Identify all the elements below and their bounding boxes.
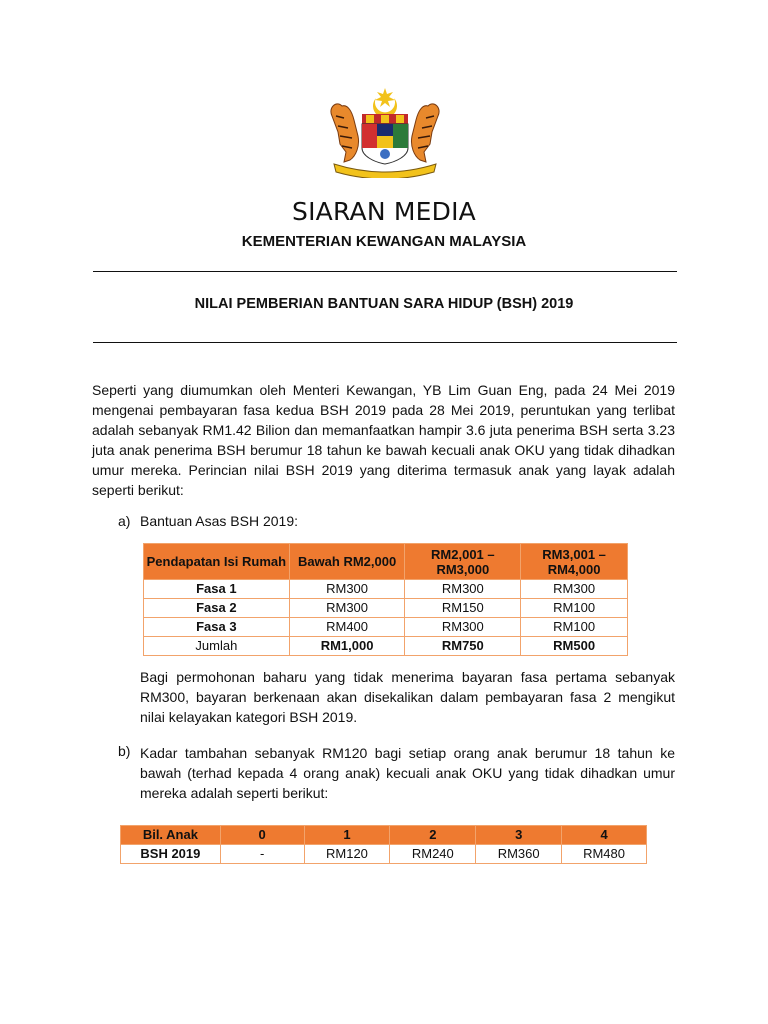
table-cell: RM100 [521, 599, 628, 618]
header-cell: 4 [562, 826, 647, 845]
header-cell: 2 [390, 826, 476, 845]
ministry-name: KEMENTERIAN KEWANGAN MALAYSIA [241, 233, 527, 250]
total-cell: RM750 [405, 637, 521, 656]
item-a-text: Bantuan Asas BSH 2019: [140, 513, 298, 529]
row-label: BSH 2019 [121, 845, 221, 864]
table-cell: RM300 [289, 599, 405, 618]
table-cell: RM240 [390, 845, 476, 864]
table-cell: RM120 [304, 845, 390, 864]
header-cell: Bil. Anak [121, 826, 221, 845]
row-label: Fasa 2 [144, 599, 290, 618]
table-cell: RM300 [289, 580, 405, 599]
header-cell: 3 [476, 826, 562, 845]
bantuan-asas-table [143, 543, 628, 656]
table-row [144, 618, 628, 637]
divider-bottom [93, 342, 677, 343]
header-cell: 1 [304, 826, 390, 845]
table-cell: - [220, 845, 304, 864]
intro-paragraph: Seperti yang diumumkan oleh Menteri Kewangan, YB Lim Guan Eng, pada 24 Mei 2019 mengenai pembayaran fasa kedua BSH 2019 pada 28 Mei 2019, peruntukan yang terlibat adalah sebanyak RM1.42 Bilion dan memanfaatkan hampir 3.6 juta penerima BSH serta 3.23 juta anak penerima BSH berumur 18 tahun ke bawah kecuali anak OKU yang tidak dihadkan umur mereka. Perincian nilai BSH 2019 yang diterima termasuk anak yang layak adalah seperti berikut: [92, 382, 675, 498]
total-cell: RM500 [521, 637, 628, 656]
header-cell: 0 [220, 826, 304, 845]
row-label: Jumlah [144, 637, 290, 656]
total-cell: RM1,000 [289, 637, 405, 656]
table-header-row [144, 544, 628, 580]
table-row [144, 599, 628, 618]
coat-of-arms-emblem [324, 86, 446, 178]
item-b-text: Kadar tambahan sebanyak RM120 bagi setiap orang anak berumur 18 tahun ke bawah (terhad kepada 4 orang anak) kecuali anak OKU yang tidak dihadkan umur mereka adalah seperti berikut: [140, 745, 675, 801]
table-header-row [121, 826, 647, 845]
document-subtitle: NILAI PEMBERIAN BANTUAN SARA HIDUP (BSH) 2019 [194, 296, 574, 312]
table-total-row [144, 637, 628, 656]
table-row [144, 580, 628, 599]
table-row [121, 845, 647, 864]
table-cell: RM150 [405, 599, 521, 618]
divider-top [93, 271, 677, 272]
item-a-note: Bagi permohonan baharu yang tidak menerima bayaran fasa pertama sebanyak RM300, bayaran berkenaan akan disekalikan dalam pembayaran fasa 2 mengikut nilai kelayakan kategori BSH 2019. [140, 669, 675, 725]
table-cell: RM360 [476, 845, 562, 864]
table-cell: RM400 [289, 618, 405, 637]
row-label: Fasa 3 [144, 618, 290, 637]
item-a-label: a) [118, 513, 131, 529]
table-cell: RM300 [405, 580, 521, 599]
table-cell: RM480 [562, 845, 647, 864]
tambahan-anak-table [120, 825, 647, 864]
header-cell: Bawah RM2,000 [289, 544, 405, 580]
header-cell: Pendapatan Isi Rumah [144, 544, 290, 580]
item-b-label: b) [118, 743, 131, 759]
header-cell: RM3,001 – RM4,000 [521, 544, 628, 580]
table-cell: RM300 [405, 618, 521, 637]
table-cell: RM300 [521, 580, 628, 599]
header-cell: RM2,001 – RM3,000 [405, 544, 521, 580]
page-title: SIARAN MEDIA [292, 197, 476, 226]
row-label: Fasa 1 [144, 580, 290, 599]
table-cell: RM100 [521, 618, 628, 637]
